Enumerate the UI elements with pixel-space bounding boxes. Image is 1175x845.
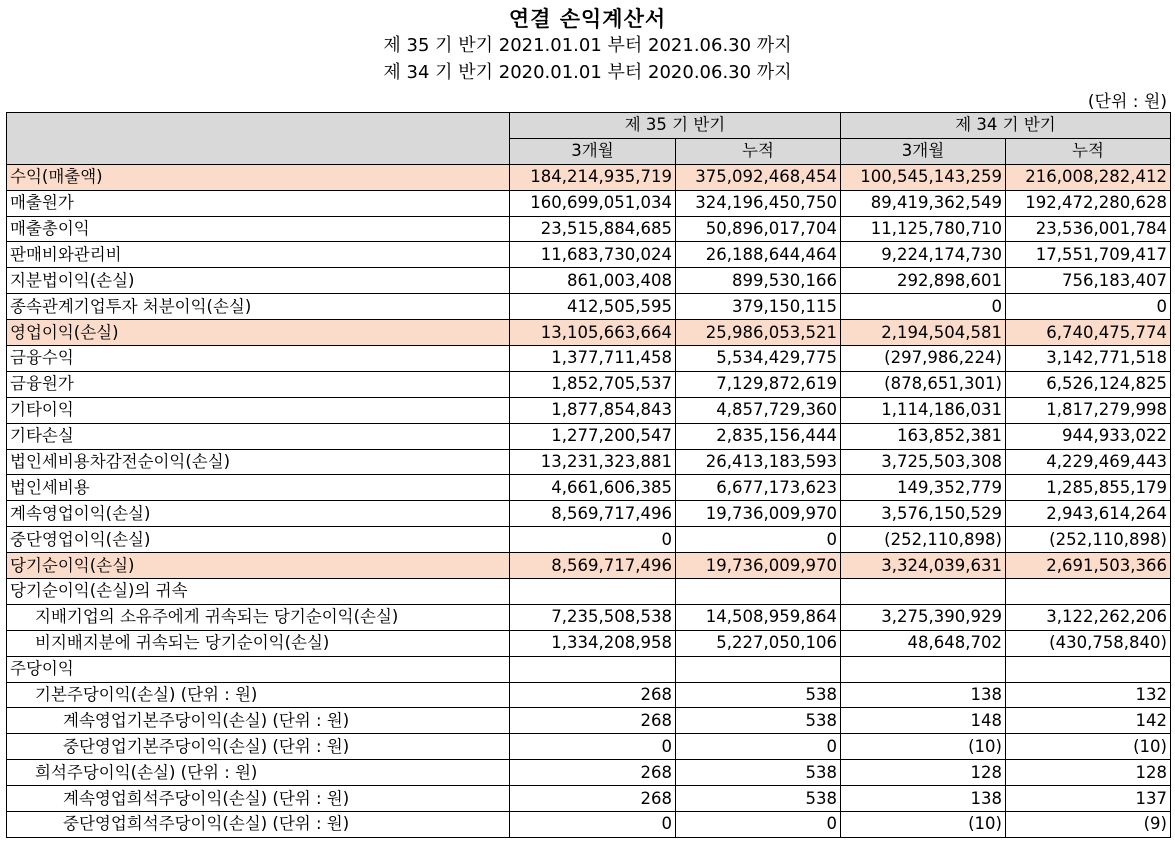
- table-row: [7, 630, 1171, 656]
- row-label: 금융수익: [7, 346, 510, 372]
- period-header-current: 제 35 기 반기: [510, 113, 841, 139]
- table-row: [7, 216, 1171, 242]
- row-label: 비지배지분에 귀속되는 당기순이익(손실): [7, 630, 510, 656]
- value-cell: 4,229,469,443: [1006, 449, 1171, 475]
- row-label: 지배기업의 소유주에게 귀속되는 당기순이익(손실): [7, 604, 510, 630]
- table-row: [7, 501, 1171, 527]
- table-row: [7, 682, 1171, 708]
- value-cell: 1,285,855,179: [1006, 475, 1171, 501]
- value-cell: 2,943,614,264: [1006, 501, 1171, 527]
- row-label: 희석주당이익(손실) (단위 : 원): [7, 760, 510, 786]
- table-row: [7, 190, 1171, 216]
- value-cell: 19,736,009,970: [676, 553, 841, 579]
- value-cell: [1006, 579, 1171, 605]
- value-cell: 149,352,779: [841, 475, 1006, 501]
- value-cell: 4,857,729,360: [676, 397, 841, 423]
- row-label: 기타이익: [7, 397, 510, 423]
- table-row: [7, 268, 1171, 294]
- value-cell: 538: [676, 760, 841, 786]
- value-cell: 1,114,186,031: [841, 397, 1006, 423]
- value-cell: 0: [676, 527, 841, 553]
- row-label: 종속관계기업투자 처분이익(손실): [7, 294, 510, 320]
- table-row: [7, 786, 1171, 812]
- income-statement-table: [6, 112, 1171, 838]
- table-row: [7, 760, 1171, 786]
- value-cell: 13,231,323,881: [510, 449, 676, 475]
- value-cell: [676, 656, 841, 682]
- value-cell: 861,003,408: [510, 268, 676, 294]
- value-cell: 1,334,208,958: [510, 630, 676, 656]
- value-cell: 5,534,429,775: [676, 346, 841, 372]
- row-label: 법인세비용차감전순이익(손실): [7, 449, 510, 475]
- row-label: 중단영업기본주당이익(손실) (단위 : 원): [7, 734, 510, 760]
- value-cell: 6,740,475,774: [1006, 320, 1171, 346]
- value-cell: [1006, 656, 1171, 682]
- value-cell: 268: [510, 708, 676, 734]
- value-cell: 160,699,051,034: [510, 190, 676, 216]
- row-label: 당기순이익(손실)의 귀속: [7, 579, 510, 605]
- value-cell: 100,545,143,259: [841, 164, 1006, 190]
- value-cell: 0: [510, 734, 676, 760]
- value-cell: [510, 579, 676, 605]
- table-row: [7, 294, 1171, 320]
- value-cell: 137: [1006, 786, 1171, 812]
- value-cell: 142: [1006, 708, 1171, 734]
- value-cell: (10): [1006, 734, 1171, 760]
- row-label: 매출총이익: [7, 216, 510, 242]
- value-cell: 0: [676, 812, 841, 838]
- row-label: 중단영업이익(손실): [7, 527, 510, 553]
- row-label: 계속영업희석주당이익(손실) (단위 : 원): [7, 786, 510, 812]
- period-line-current: 제 35 기 반기 2021.01.01 부터 2021.06.30 까지: [383, 35, 792, 56]
- value-cell: 756,183,407: [1006, 268, 1171, 294]
- value-cell: 899,530,166: [676, 268, 841, 294]
- value-cell: 14,508,959,864: [676, 604, 841, 630]
- value-cell: 11,125,780,710: [841, 216, 1006, 242]
- value-cell: 17,551,709,417: [1006, 242, 1171, 268]
- value-cell: 148: [841, 708, 1006, 734]
- value-cell: 8,569,717,496: [510, 501, 676, 527]
- value-cell: (878,651,301): [841, 371, 1006, 397]
- table-row: [7, 708, 1171, 734]
- value-cell: [841, 656, 1006, 682]
- table-row: [7, 656, 1171, 682]
- document-title: 연결 손익계산서: [508, 7, 667, 31]
- value-cell: 268: [510, 760, 676, 786]
- table-row: [7, 579, 1171, 605]
- value-cell: 3,576,150,529: [841, 501, 1006, 527]
- sub-header-prior-cum: 누적: [1006, 138, 1171, 164]
- row-label: 영업이익(손실): [7, 320, 510, 346]
- period-line-prior: 제 34 기 반기 2020.01.01 부터 2020.06.30 까지: [383, 62, 792, 83]
- value-cell: 4,661,606,385: [510, 475, 676, 501]
- value-cell: 216,008,282,412: [1006, 164, 1171, 190]
- row-label: 당기순이익(손실): [7, 553, 510, 579]
- value-cell: 538: [676, 708, 841, 734]
- value-cell: 3,122,262,206: [1006, 604, 1171, 630]
- table-row: [7, 475, 1171, 501]
- sub-header-current-cum: 누적: [676, 138, 841, 164]
- value-cell: 3,275,390,929: [841, 604, 1006, 630]
- row-label: 기본주당이익(손실) (단위 : 원): [7, 682, 510, 708]
- value-cell: 2,835,156,444: [676, 423, 841, 449]
- row-label: 중단영업희석주당이익(손실) (단위 : 원): [7, 812, 510, 838]
- row-label: 금융원가: [7, 371, 510, 397]
- table-row: [7, 346, 1171, 372]
- value-cell: 0: [676, 734, 841, 760]
- table-row: [7, 553, 1171, 579]
- row-label: 계속영업기본주당이익(손실) (단위 : 원): [7, 708, 510, 734]
- value-cell: 9,224,174,730: [841, 242, 1006, 268]
- value-cell: 268: [510, 786, 676, 812]
- row-label: 기타손실: [7, 423, 510, 449]
- value-cell: 292,898,601: [841, 268, 1006, 294]
- value-cell: [841, 579, 1006, 605]
- value-cell: 3,725,503,308: [841, 449, 1006, 475]
- value-cell: 11,683,730,024: [510, 242, 676, 268]
- label-header-cell: [7, 113, 510, 165]
- value-cell: 1,377,711,458: [510, 346, 676, 372]
- value-cell: 324,196,450,750: [676, 190, 841, 216]
- table-row: [7, 734, 1171, 760]
- value-cell: 6,677,173,623: [676, 475, 841, 501]
- sub-header-current-3m: 3개월: [510, 138, 676, 164]
- value-cell: (9): [1006, 812, 1171, 838]
- table-row: [7, 320, 1171, 346]
- value-cell: 2,691,503,366: [1006, 553, 1171, 579]
- value-cell: 13,105,663,664: [510, 320, 676, 346]
- table-row: [7, 397, 1171, 423]
- value-cell: 1,877,854,843: [510, 397, 676, 423]
- value-cell: 8,569,717,496: [510, 553, 676, 579]
- table-row: [7, 604, 1171, 630]
- row-label: 계속영업이익(손실): [7, 501, 510, 527]
- value-cell: 0: [510, 527, 676, 553]
- value-cell: 379,150,115: [676, 294, 841, 320]
- value-cell: 538: [676, 682, 841, 708]
- value-cell: 26,188,644,464: [676, 242, 841, 268]
- value-cell: 128: [1006, 760, 1171, 786]
- value-cell: 944,933,022: [1006, 423, 1171, 449]
- value-cell: 6,526,124,825: [1006, 371, 1171, 397]
- value-cell: 0: [510, 812, 676, 838]
- value-cell: 192,472,280,628: [1006, 190, 1171, 216]
- period-header-row: [7, 113, 1171, 139]
- value-cell: [510, 656, 676, 682]
- value-cell: 0: [841, 294, 1006, 320]
- table-row: [7, 371, 1171, 397]
- value-cell: (297,986,224): [841, 346, 1006, 372]
- value-cell: 0: [1006, 294, 1171, 320]
- table-row: [7, 449, 1171, 475]
- value-cell: 268: [510, 682, 676, 708]
- value-cell: 25,986,053,521: [676, 320, 841, 346]
- row-label: 수익(매출액): [7, 164, 510, 190]
- table-row: [7, 527, 1171, 553]
- value-cell: [676, 579, 841, 605]
- value-cell: 1,817,279,998: [1006, 397, 1171, 423]
- row-label: 법인세비용: [7, 475, 510, 501]
- value-cell: (430,758,840): [1006, 630, 1171, 656]
- value-cell: 538: [676, 786, 841, 812]
- sub-header-prior-3m: 3개월: [841, 138, 1006, 164]
- table-row: [7, 164, 1171, 190]
- value-cell: 89,419,362,549: [841, 190, 1006, 216]
- table-row: [7, 423, 1171, 449]
- table-row: [7, 242, 1171, 268]
- value-cell: 184,214,935,719: [510, 164, 676, 190]
- value-cell: 19,736,009,970: [676, 501, 841, 527]
- value-cell: 23,515,884,685: [510, 216, 676, 242]
- value-cell: (252,110,898): [841, 527, 1006, 553]
- value-cell: 1,277,200,547: [510, 423, 676, 449]
- value-cell: 1,852,705,537: [510, 371, 676, 397]
- row-label: 주당이익: [7, 656, 510, 682]
- value-cell: 26,413,183,593: [676, 449, 841, 475]
- value-cell: 128: [841, 760, 1006, 786]
- value-cell: 138: [841, 786, 1006, 812]
- value-cell: 375,092,468,454: [676, 164, 841, 190]
- value-cell: (10): [841, 812, 1006, 838]
- value-cell: 3,142,771,518: [1006, 346, 1171, 372]
- period-header-prior: 제 34 기 반기: [841, 113, 1171, 139]
- value-cell: 412,505,595: [510, 294, 676, 320]
- value-cell: 163,852,381: [841, 423, 1006, 449]
- value-cell: (252,110,898): [1006, 527, 1171, 553]
- row-label: 판매비와관리비: [7, 242, 510, 268]
- value-cell: 3,324,039,631: [841, 553, 1006, 579]
- value-cell: 23,536,001,784: [1006, 216, 1171, 242]
- value-cell: 48,648,702: [841, 630, 1006, 656]
- value-cell: (10): [841, 734, 1006, 760]
- value-cell: 132: [1006, 682, 1171, 708]
- row-label: 매출원가: [7, 190, 510, 216]
- value-cell: 138: [841, 682, 1006, 708]
- value-cell: 50,896,017,704: [676, 216, 841, 242]
- value-cell: 2,194,504,581: [841, 320, 1006, 346]
- value-cell: 7,235,508,538: [510, 604, 676, 630]
- unit-label: (단위 : 원): [1087, 92, 1167, 112]
- value-cell: 5,227,050,106: [676, 630, 841, 656]
- row-label: 지분법이익(손실): [7, 268, 510, 294]
- table-row: [7, 812, 1171, 838]
- value-cell: 7,129,872,619: [676, 371, 841, 397]
